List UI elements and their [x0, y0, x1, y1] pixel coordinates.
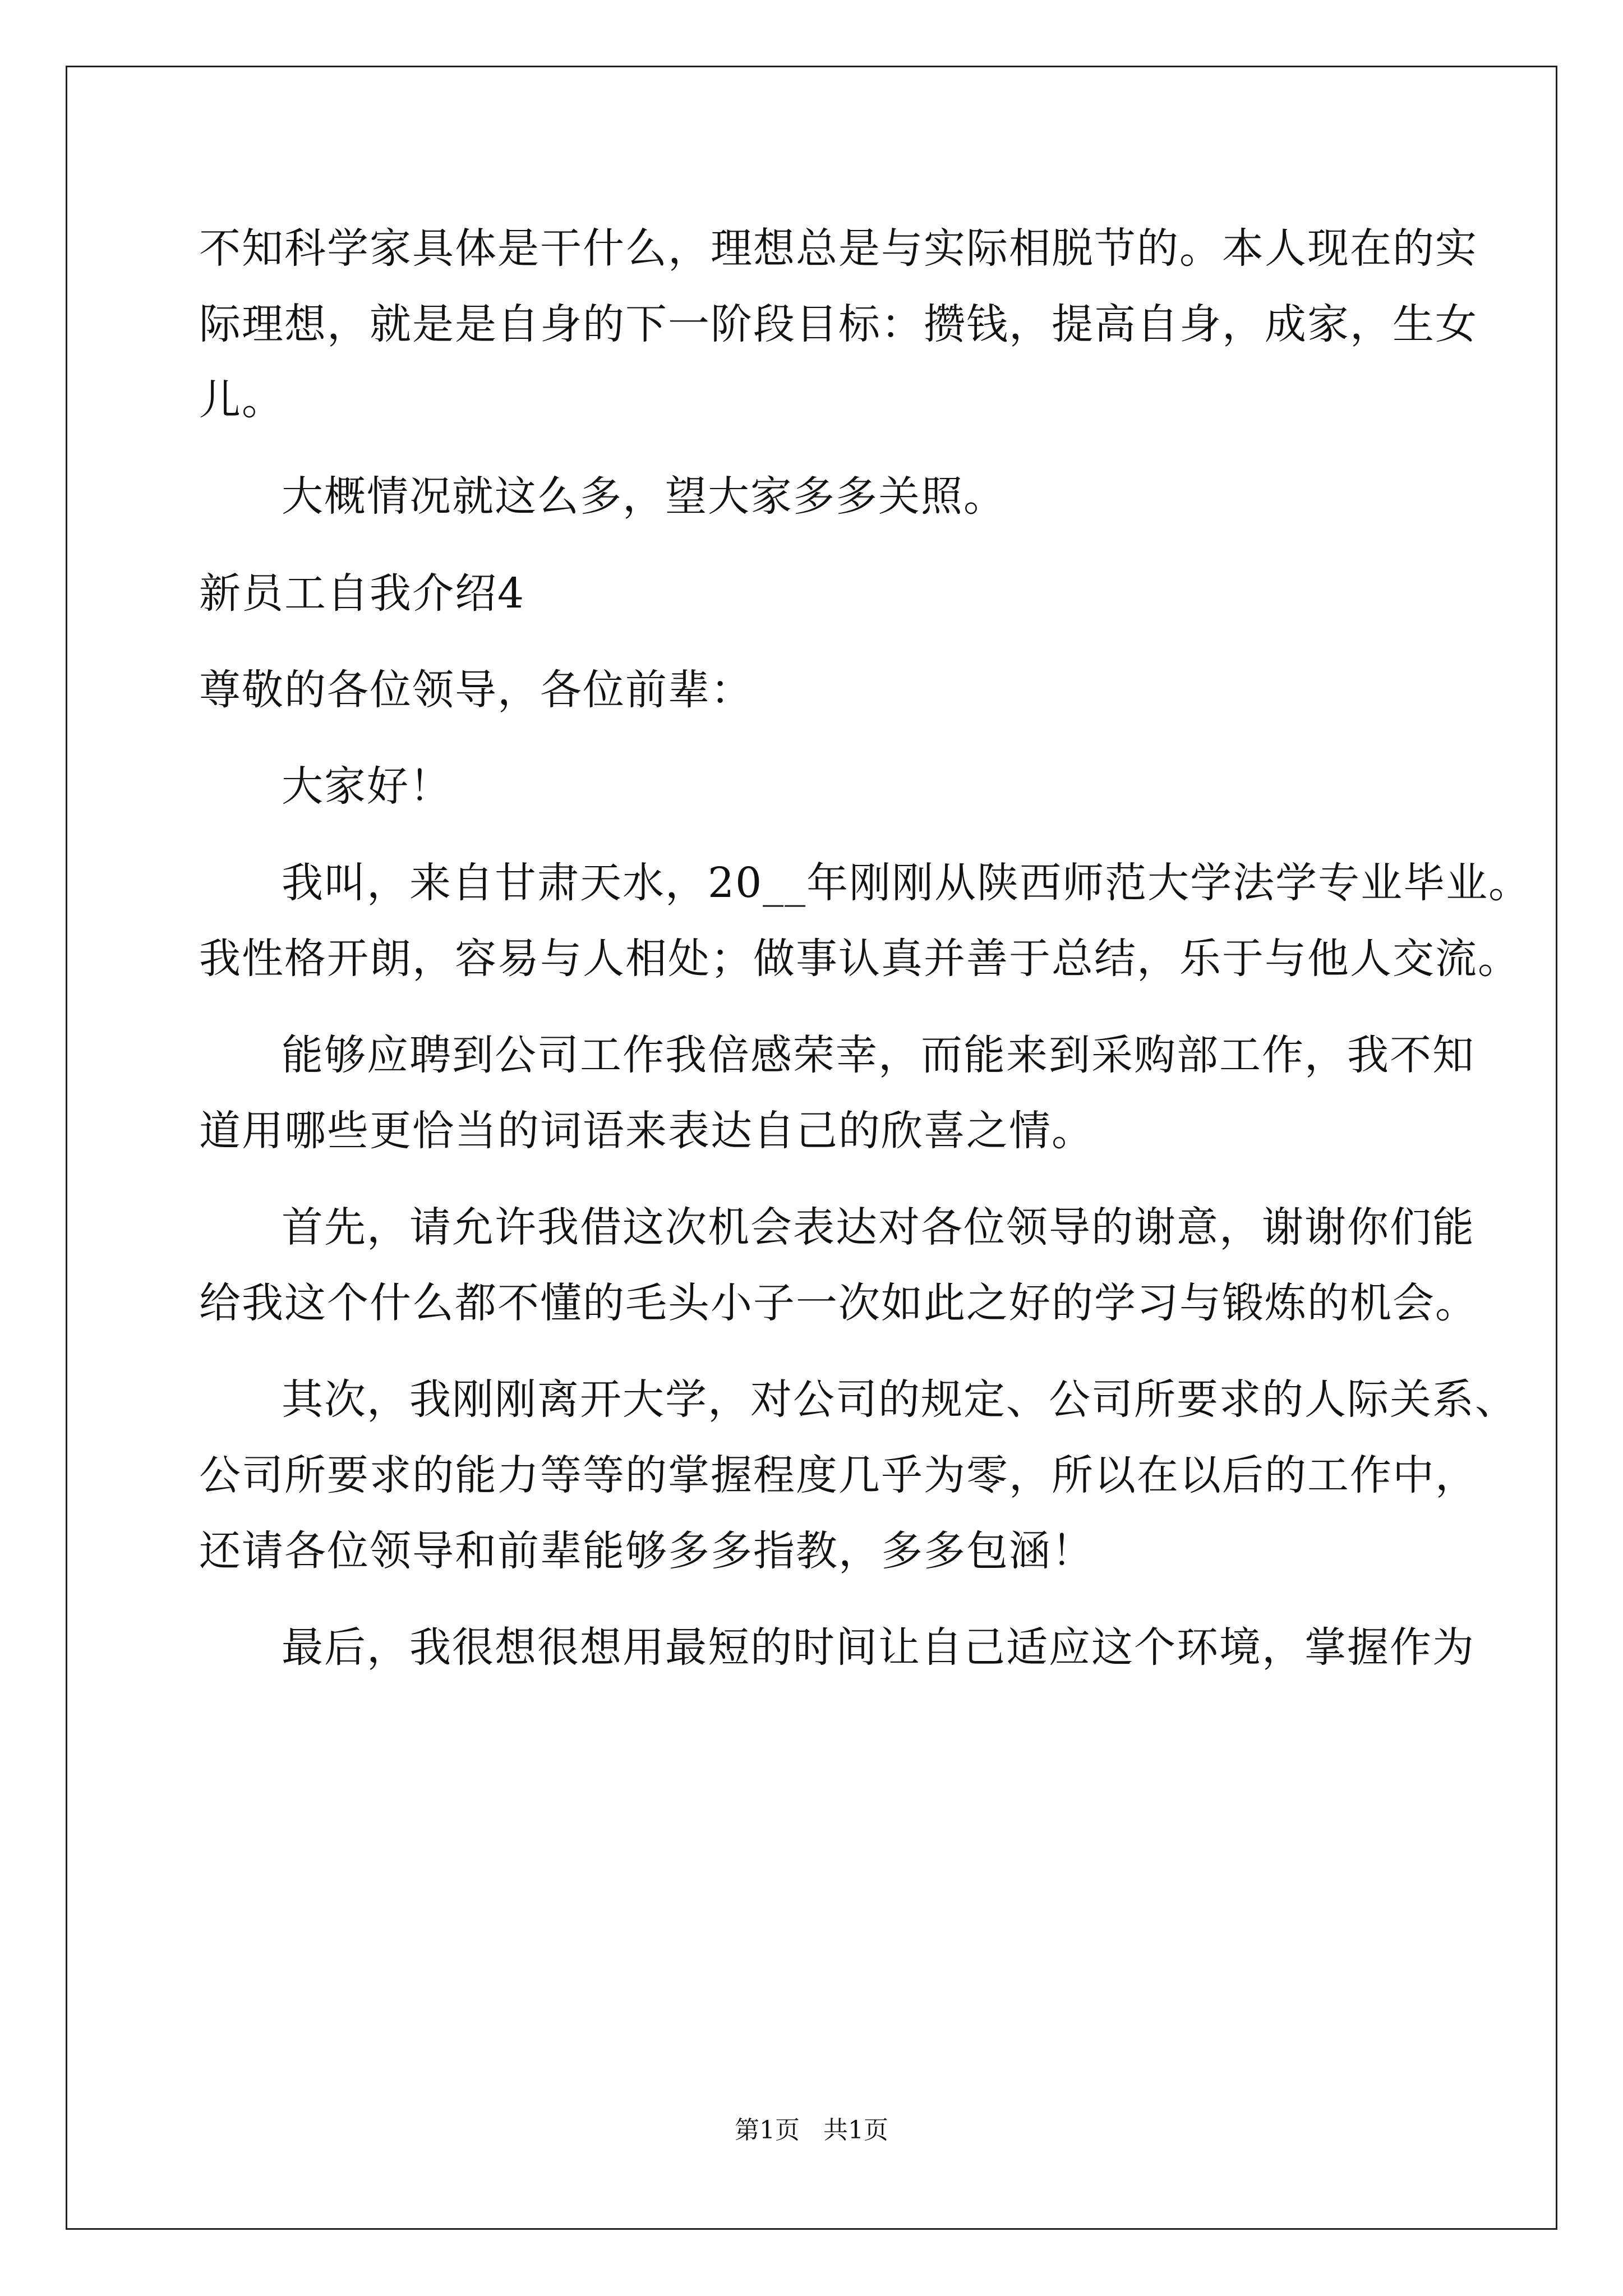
section-heading: 新员工自我介绍4	[199, 569, 525, 618]
text-line-14: 其次，我刚刚离开大学，对公司的规定、公司所要求的人际关系、	[282, 1375, 1518, 1424]
text-line-2: 际理想，就是是自身的下一阶段目标：攒钱，提高自身，成家，生女	[199, 300, 1478, 348]
text-line-3: 儿。	[199, 376, 284, 424]
text-line-11: 道用哪些更恰当的词语来表达自己的欣喜之情。	[199, 1107, 1094, 1155]
text-line-15: 公司所要求的能力等等的掌握程度几乎为零，所以在以后的工作中，	[199, 1451, 1478, 1499]
text-line-10: 能够应聘到公司工作我倍感荣幸，而能来到采购部工作，我不知	[282, 1031, 1475, 1079]
text-line-17: 最后，我很想很想用最短的时间让自己适应这个环境，掌握作为	[282, 1623, 1475, 1672]
text-line-1: 不知科学家具体是干什么，理想总是与实际相脱节的。本人现在的实	[199, 224, 1478, 273]
text-line-9: 我性格开朗，容易与人相处；做事认真并善于总结，乐于与他人交流。	[199, 935, 1520, 983]
text-line-13: 给我这个什么都不懂的毛头小子一次如此之好的学习与锻炼的机会。	[199, 1279, 1478, 1327]
salutation: 尊敬的各位领导，各位前辈：	[199, 666, 753, 714]
text-line-4: 大概情况就这么多，望大家多多关照。	[282, 472, 1006, 521]
page-footer: 第1页 共1页	[735, 2116, 888, 2145]
text-line-8: 我叫，来自甘肃天水，20__年刚刚从陕西师范大学法学专业毕业。	[282, 859, 1532, 907]
text-line-12: 首先，请允许我借这次机会表达对各位领导的谢意，谢谢你们能	[282, 1203, 1475, 1251]
greeting: 大家好！	[282, 762, 452, 811]
text-line-16: 还请各位领导和前辈能够多多指教，多多包涵！	[199, 1527, 1094, 1575]
